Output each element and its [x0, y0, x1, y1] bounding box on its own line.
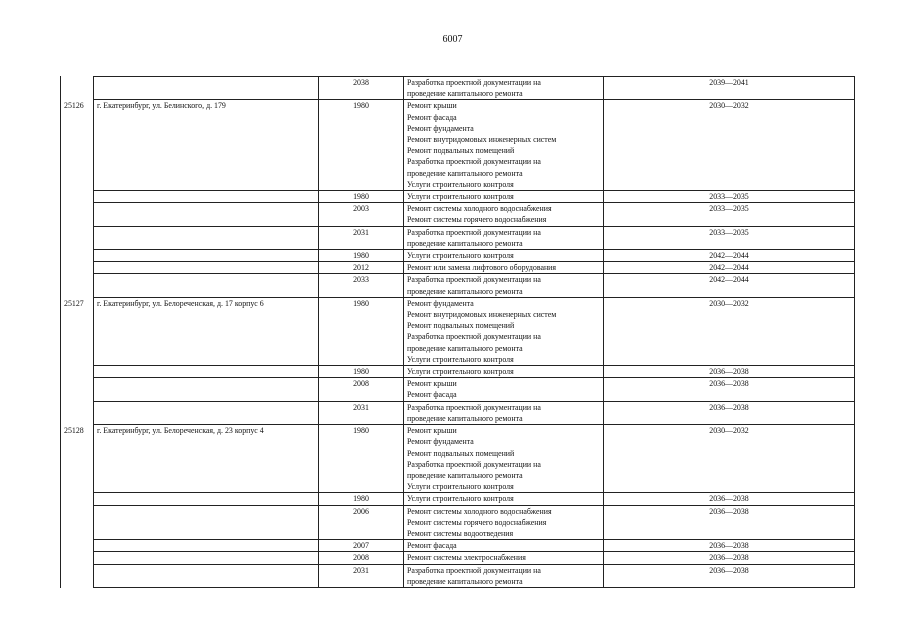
works-cell: [404, 425, 604, 493]
works-cell: [404, 540, 604, 552]
work-line: Ремонт системы электроснабжения: [407, 553, 526, 563]
period-cell: 2036—2038: [604, 366, 855, 378]
address-cell: [94, 250, 319, 262]
table-row: [61, 100, 855, 191]
work-line: Ремонт подвальных помещений: [407, 321, 515, 331]
period-cell: 2042—2044: [604, 262, 855, 274]
table-row: [61, 297, 855, 365]
object-code-cell: [61, 191, 94, 203]
capital-repair-schedule-table: [60, 76, 855, 588]
works-cell: [404, 401, 604, 424]
year-cell: 2008: [319, 378, 404, 401]
address-cell: [94, 274, 319, 297]
work-line: Ремонт фундамента: [407, 123, 474, 133]
work-line: Ремонт крыши: [407, 379, 457, 389]
work-line: Услуги строительного контроля: [407, 179, 514, 189]
year-cell: 2006: [319, 505, 404, 540]
address-cell: [94, 564, 319, 587]
address-cell: [94, 505, 319, 540]
work-line: Ремонт или замена лифтового оборудования: [407, 263, 557, 273]
table-row: [61, 262, 855, 274]
object-code-cell: [61, 564, 94, 587]
address-cell: г. Екатеринбург, ул. Белореченская, д. 23 корпус 4: [94, 425, 319, 493]
work-line: Услуги строительного контроля: [407, 192, 514, 202]
work-line: Ремонт подвальных помещений: [407, 146, 515, 156]
works-cell: [404, 274, 604, 297]
work-line: Ремонт фасада: [407, 541, 457, 551]
year-cell: 1980: [319, 366, 404, 378]
table-row: [61, 540, 855, 552]
works-cell: [404, 564, 604, 587]
table-row: [61, 505, 855, 540]
work-line: Ремонт системы горячего водоснабжения: [407, 517, 547, 527]
year-cell: 1980: [319, 191, 404, 203]
table-row: [61, 378, 855, 401]
table-row: [61, 77, 855, 100]
year-cell: 2031: [319, 401, 404, 424]
table-row: [61, 564, 855, 587]
work-line: проведение капитального ремонта: [407, 286, 523, 296]
period-cell: 2036—2038: [604, 401, 855, 424]
period-cell: 2033—2035: [604, 203, 855, 226]
year-cell: 2031: [319, 226, 404, 249]
works-cell: [404, 226, 604, 249]
period-cell: 2036—2038: [604, 564, 855, 587]
works-cell: [404, 262, 604, 274]
work-line: Разработка проектной документации на: [407, 402, 541, 412]
object-code-cell: 25128: [61, 425, 94, 493]
address-cell: [94, 552, 319, 564]
table-row: [61, 226, 855, 249]
object-code-cell: 25126: [61, 100, 94, 191]
object-code-cell: [61, 366, 94, 378]
works-cell: [404, 378, 604, 401]
period-cell: 2036—2038: [604, 540, 855, 552]
period-cell: 2036—2038: [604, 378, 855, 401]
work-line: Ремонт подвальных помещений: [407, 448, 515, 458]
object-code-cell: [61, 401, 94, 424]
address-cell: г. Екатеринбург, ул. Белореченская, д. 17 корпус 6: [94, 297, 319, 365]
works-cell: [404, 203, 604, 226]
year-cell: 2033: [319, 274, 404, 297]
object-code-cell: [61, 505, 94, 540]
year-cell: 1980: [319, 493, 404, 505]
works-cell: [404, 191, 604, 203]
year-cell: 2038: [319, 77, 404, 100]
work-line: Ремонт крыши: [407, 426, 457, 436]
year-cell: 1980: [319, 250, 404, 262]
work-line: Ремонт внутридомовых инженерных систем: [407, 135, 557, 145]
work-line: Ремонт фундамента: [407, 437, 474, 447]
address-cell: [94, 378, 319, 401]
work-line: проведение капитального ремонта: [407, 470, 523, 480]
year-cell: 1980: [319, 100, 404, 191]
object-code-cell: [61, 77, 94, 100]
period-cell: 2030—2032: [604, 425, 855, 493]
object-code-cell: 25127: [61, 297, 94, 365]
table-row: [61, 552, 855, 564]
table-row: [61, 274, 855, 297]
address-cell: г. Екатеринбург, ул. Белинского, д. 179: [94, 100, 319, 191]
period-cell: 2042—2044: [604, 274, 855, 297]
object-code-cell: [61, 540, 94, 552]
object-code-cell: [61, 250, 94, 262]
period-cell: 2039—2041: [604, 77, 855, 100]
object-code-cell: [61, 378, 94, 401]
year-cell: 2031: [319, 564, 404, 587]
table-row: [61, 250, 855, 262]
work-line: Ремонт внутридомовых инженерных систем: [407, 310, 557, 320]
work-line: проведение капитального ремонта: [407, 238, 523, 248]
period-cell: 2033—2035: [604, 191, 855, 203]
address-cell: [94, 493, 319, 505]
works-cell: [404, 250, 604, 262]
work-line: Услуги строительного контроля: [407, 494, 514, 504]
year-cell: 2008: [319, 552, 404, 564]
work-line: Разработка проектной документации на: [407, 332, 541, 342]
year-cell: 2012: [319, 262, 404, 274]
table-row: [61, 366, 855, 378]
work-line: проведение капитального ремонта: [407, 343, 523, 353]
period-cell: 2036—2038: [604, 552, 855, 564]
works-cell: [404, 297, 604, 365]
year-cell: 1980: [319, 425, 404, 493]
address-cell: [94, 77, 319, 100]
works-cell: [404, 493, 604, 505]
work-line: проведение капитального ремонта: [407, 413, 523, 423]
address-cell: [94, 401, 319, 424]
table-row: [61, 425, 855, 493]
object-code-cell: [61, 552, 94, 564]
work-line: Услуги строительного контроля: [407, 354, 514, 364]
table-body: [61, 77, 855, 588]
object-code-cell: [61, 493, 94, 505]
period-cell: 2036—2038: [604, 493, 855, 505]
year-cell: 2007: [319, 540, 404, 552]
work-line: Разработка проектной документации на: [407, 157, 541, 167]
work-line: Ремонт крыши: [407, 101, 457, 111]
work-line: Ремонт системы холодного водоснабжения: [407, 506, 552, 516]
table-row: [61, 493, 855, 505]
object-code-cell: [61, 226, 94, 249]
address-cell: [94, 262, 319, 274]
year-cell: 1980: [319, 297, 404, 365]
works-cell: [404, 505, 604, 540]
works-cell: [404, 552, 604, 564]
work-line: проведение капитального ремонта: [407, 168, 523, 178]
address-cell: [94, 366, 319, 378]
address-cell: [94, 203, 319, 226]
table-row: [61, 191, 855, 203]
year-cell: 2003: [319, 203, 404, 226]
work-line: Разработка проектной документации на: [407, 78, 541, 87]
work-line: Ремонт фасада: [407, 390, 457, 400]
address-cell: [94, 540, 319, 552]
works-cell: [404, 366, 604, 378]
table-row: [61, 203, 855, 226]
object-code-cell: [61, 262, 94, 274]
address-cell: [94, 226, 319, 249]
work-line: Ремонт системы холодного водоснабжения: [407, 204, 552, 214]
work-line: Ремонт фасада: [407, 112, 457, 122]
work-line: проведение капитального ремонта: [407, 89, 523, 99]
works-cell: [404, 77, 604, 100]
work-line: Услуги строительного контроля: [407, 367, 514, 377]
period-cell: 2030—2032: [604, 100, 855, 191]
table-row: [61, 401, 855, 424]
work-line: Ремонт системы водоотведения: [407, 528, 514, 538]
work-line: Разработка проектной документации на: [407, 275, 541, 285]
work-line: проведение капитального ремонта: [407, 576, 523, 586]
work-line: Разработка проектной документации на: [407, 565, 541, 575]
period-cell: 2030—2032: [604, 297, 855, 365]
object-code-cell: [61, 274, 94, 297]
period-cell: 2042—2044: [604, 250, 855, 262]
work-line: Услуги строительного контроля: [407, 251, 514, 261]
period-cell: 2036—2038: [604, 505, 855, 540]
works-cell: [404, 100, 604, 191]
work-line: Ремонт фундамента: [407, 298, 474, 308]
work-line: Услуги строительного контроля: [407, 482, 514, 492]
object-code-cell: [61, 203, 94, 226]
work-line: Ремонт системы горячего водоснабжения: [407, 215, 547, 225]
work-line: Разработка проектной документации на: [407, 459, 541, 469]
page-number: 6007: [442, 34, 463, 45]
work-line: Разработка проектной документации на: [407, 227, 541, 237]
period-cell: 2033—2035: [604, 226, 855, 249]
address-cell: [94, 191, 319, 203]
